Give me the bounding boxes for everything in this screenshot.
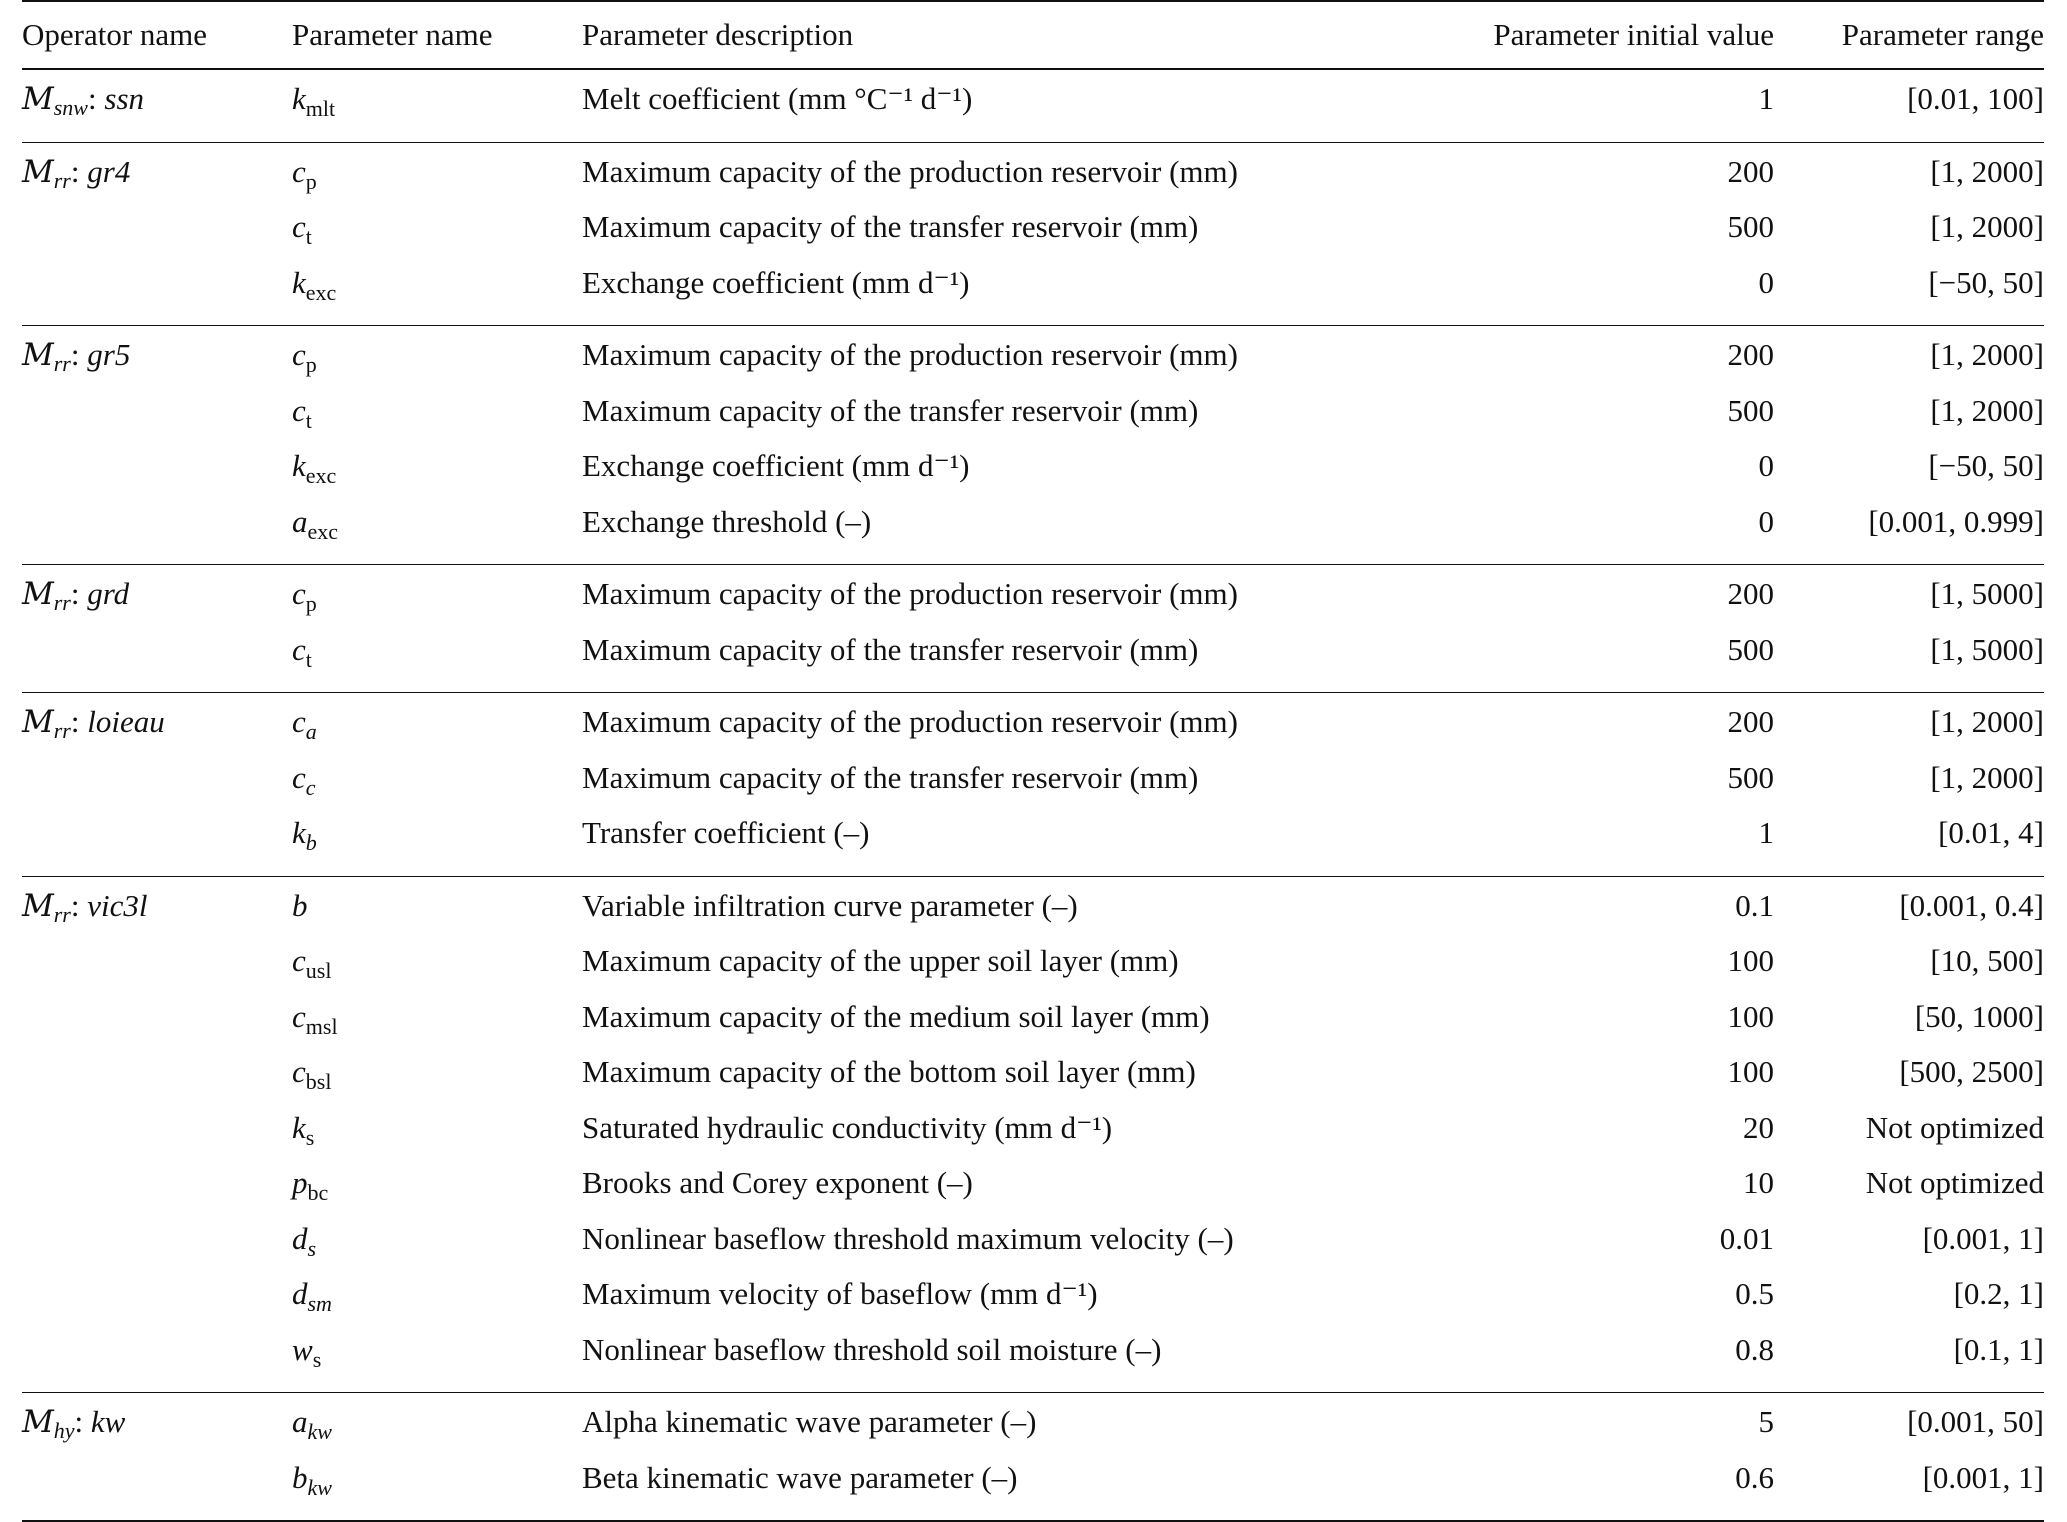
parameter-name-cell <box>292 876 582 938</box>
parameter-subscript: t <box>305 646 312 672</box>
operator-cell <box>22 1216 292 1272</box>
initial-value-cell: 0.5 <box>1735 1276 1774 1311</box>
table-row <box>22 1216 2044 1272</box>
table-row <box>22 938 2044 994</box>
table-row <box>22 260 2044 326</box>
parameter-symbol: b <box>292 887 308 923</box>
parameter-symbol: c <box>292 209 306 244</box>
parameter-subscript: sm <box>307 1291 332 1316</box>
table-row <box>22 499 2044 565</box>
operator-subscript: rr <box>53 590 71 615</box>
parameter-symbol: k <box>292 264 306 300</box>
parameter-range-cell: [1, 2000] <box>1930 392 2044 428</box>
operator-cell <box>22 142 292 204</box>
parameter-range-cell: [0.2, 1] <box>1953 1276 2044 1311</box>
operator-name: kw <box>90 1404 126 1439</box>
initial-value-cell: 100 <box>1727 1054 1774 1089</box>
operator-colon: : <box>70 576 88 611</box>
parameter-symbol: d <box>292 1276 308 1311</box>
operator-subscript: rr <box>53 901 71 927</box>
parameter-description-cell: Maximum capacity of the medium soil layer (mm) <box>582 998 1210 1034</box>
operator-cell <box>22 69 292 142</box>
table-row <box>22 994 2044 1050</box>
operator-cell <box>22 388 292 444</box>
operator-cell <box>22 1455 292 1522</box>
initial-value-cell: 0 <box>1758 448 1774 483</box>
operator-colon: : <box>70 337 88 372</box>
parameter-range-cell: [0.001, 0.4] <box>1774 876 2044 938</box>
parameter-range-cell: [0.001, 0.999] <box>1868 503 2044 539</box>
operator-cell <box>22 443 292 499</box>
operator-name: gr5 <box>87 337 131 372</box>
operator-cell <box>22 1271 292 1327</box>
operator-subscript: rr <box>53 167 71 193</box>
operator-symbol: M <box>22 153 54 190</box>
parameter-name-cell <box>292 1105 582 1161</box>
operator-cell <box>22 1160 292 1216</box>
parameter-description-cell: Exchange coefficient (mm d⁻¹) <box>582 448 970 483</box>
parameter-range-cell: [1, 2000] <box>1930 209 2044 244</box>
parameter-name-cell <box>292 260 582 326</box>
table-row <box>22 326 2044 388</box>
operator-cell <box>22 326 292 388</box>
parameter-subscript: t <box>305 224 312 249</box>
parameter-name-cell <box>292 443 582 499</box>
table-row <box>22 810 2044 876</box>
parameter-subscript: exc <box>305 279 337 305</box>
parameter-subscript: p <box>305 352 317 377</box>
parameter-name-cell <box>292 69 582 142</box>
parameter-range-cell: Not optimized <box>1865 1165 2044 1200</box>
parameter-name-cell <box>292 755 582 811</box>
parameter-range-cell: [1, 2000] <box>1774 326 2044 388</box>
parameter-range-cell: [0.001, 1] <box>1774 1455 2044 1522</box>
table-row <box>22 1271 2044 1327</box>
parameter-range-cell: [1, 5000] <box>1930 631 2044 667</box>
parameter-symbol: k <box>292 448 306 483</box>
initial-value-cell: 200 <box>1342 565 1774 627</box>
initial-value-cell: 200 <box>1342 326 1774 388</box>
operator-colon: : <box>70 704 88 739</box>
table-row <box>22 755 2044 811</box>
parameter-name-cell <box>292 693 582 755</box>
parameter-subscript: s <box>305 1124 315 1150</box>
operator-symbol: M <box>22 887 54 924</box>
operator-symbol: M <box>22 1404 54 1440</box>
parameter-range-cell: [0.001, 50] <box>1774 1393 2044 1455</box>
operator-cell <box>22 1393 292 1455</box>
operator-cell <box>22 1327 292 1393</box>
parameter-description-cell: Maximum capacity of the production reservoir (mm) <box>582 565 1342 627</box>
parameter-description-cell: Maximum capacity of the transfer reservoir (mm) <box>582 209 1199 244</box>
parameter-symbol: k <box>292 81 306 116</box>
header-row <box>22 1 2044 69</box>
parameter-description-cell: Transfer coefficient (–) <box>582 815 870 850</box>
parameter-subscript: bsl <box>305 1069 332 1094</box>
parameter-description-cell: Maximum capacity of the transfer reservoir (mm) <box>582 631 1199 667</box>
parameter-range-cell: [0.01, 100] <box>1907 81 2044 116</box>
operator-symbol: M <box>22 337 54 373</box>
header-parameter-description: Parameter description <box>582 1 1342 69</box>
parameter-description-cell: Nonlinear baseflow threshold maximum velocity (–) <box>582 1220 1234 1256</box>
parameter-subscript: exc <box>305 463 337 488</box>
table-row <box>22 142 2044 204</box>
table-row <box>22 627 2044 693</box>
parameter-symbol: c <box>292 153 306 189</box>
parameter-name-cell <box>292 627 582 693</box>
parameter-description-cell: Maximum capacity of the transfer reservoir (mm) <box>582 759 1199 795</box>
header-operator-name: Operator name <box>22 1 292 69</box>
table-row <box>22 1327 2044 1393</box>
parameter-subscript: s <box>312 1346 322 1372</box>
parameter-name-cell <box>292 565 582 627</box>
parameter-name-cell <box>292 1049 582 1105</box>
parameter-subscript: exc <box>307 518 339 544</box>
parameter-symbol: w <box>292 1331 313 1367</box>
initial-value-cell: 0.8 <box>1735 1331 1774 1367</box>
parameter-description-cell: Nonlinear baseflow threshold soil moisture (–) <box>582 1331 1162 1367</box>
operator-colon: : <box>88 81 105 116</box>
parameter-symbol: c <box>292 759 306 795</box>
parameter-range-cell: [1, 2000] <box>1930 759 2044 795</box>
operator-colon: : <box>70 153 88 189</box>
table-row <box>22 1049 2044 1105</box>
parameter-name-cell <box>292 1216 582 1272</box>
parameter-symbol: c <box>292 337 306 372</box>
parameter-symbol: c <box>292 392 306 428</box>
header-initial-value: Parameter initial value <box>1342 1 1774 69</box>
table-row <box>22 443 2044 499</box>
parameter-subscript: s <box>307 1235 317 1261</box>
parameter-name-cell <box>292 388 582 444</box>
parameter-subscript: p <box>305 168 317 194</box>
initial-value-cell: 200 <box>1342 693 1774 755</box>
parameter-name-cell <box>292 938 582 994</box>
operator-name: vic3l <box>87 887 148 923</box>
initial-value-cell: 0 <box>1758 503 1774 539</box>
parameter-subscript: p <box>305 591 317 616</box>
parameter-range-cell: [1, 2000] <box>1774 693 2044 755</box>
operator-symbol: M <box>22 576 54 612</box>
parameter-symbol: a <box>292 503 308 539</box>
parameter-subscript: bc <box>307 1180 329 1205</box>
parameter-name-cell <box>292 142 582 204</box>
parameter-description-cell: Alpha kinematic wave parameter (–) <box>582 1393 1342 1455</box>
parameter-name-cell <box>292 204 582 260</box>
initial-value-cell: 100 <box>1727 943 1774 978</box>
parameter-range-cell: Not optimized <box>1865 1109 2044 1145</box>
parameter-range-cell: [1, 5000] <box>1774 565 2044 627</box>
table-row <box>22 69 2044 142</box>
parameter-name-cell <box>292 810 582 876</box>
parameter-name-cell <box>292 1455 582 1522</box>
operator-cell <box>22 994 292 1050</box>
parameter-name-cell <box>292 499 582 565</box>
parameter-description-cell: Brooks and Corey exponent (–) <box>582 1165 973 1200</box>
parameter-symbol: c <box>292 943 306 978</box>
operator-cell <box>22 1049 292 1105</box>
operator-colon: : <box>70 887 88 923</box>
parameter-symbol: a <box>292 1404 308 1439</box>
parameter-symbol: p <box>292 1165 308 1200</box>
parameter-subscript: kw <box>307 1419 332 1444</box>
operator-name: ssn <box>104 81 145 116</box>
operator-cell <box>22 810 292 876</box>
table-row <box>22 388 2044 444</box>
parameter-name-cell <box>292 326 582 388</box>
table-row <box>22 1105 2044 1161</box>
parameter-range-cell: [500, 2500] <box>1899 1054 2044 1089</box>
operator-cell <box>22 938 292 994</box>
parameter-symbol: c <box>292 1054 306 1089</box>
operator-cell <box>22 755 292 811</box>
parameter-description-cell: Variable infiltration curve parameter (–) <box>582 876 1342 938</box>
table-row <box>22 876 2044 938</box>
operator-cell <box>22 565 292 627</box>
parameter-symbol: k <box>292 1109 306 1145</box>
parameter-table <box>22 0 2044 1522</box>
parameter-name-cell <box>292 994 582 1050</box>
parameter-description-cell: Maximum capacity of the upper soil layer (mm) <box>582 943 1179 978</box>
operator-cell <box>22 876 292 938</box>
parameter-name-cell <box>292 1160 582 1216</box>
parameter-subscript: mlt <box>305 96 336 121</box>
operator-subscript: hy <box>53 1418 75 1443</box>
parameter-description-cell: Maximum capacity of the bottom soil layer (mm) <box>582 1054 1196 1089</box>
parameter-symbol: d <box>292 1220 308 1256</box>
parameter-range-cell: [−50, 50] <box>1928 264 2044 300</box>
initial-value-cell: 500 <box>1727 209 1774 244</box>
parameter-description-cell: Maximum velocity of baseflow (mm d⁻¹) <box>582 1276 1098 1311</box>
parameter-range-cell: [0.01, 4] <box>1938 815 2044 850</box>
parameter-description-cell: Maximum capacity of the production reservoir (mm) <box>582 693 1342 755</box>
header-parameter-range: Parameter range <box>1774 1 2044 69</box>
initial-value-cell: 0.01 <box>1719 1220 1774 1256</box>
parameter-subscript: b <box>305 830 317 855</box>
operator-subscript: rr <box>53 718 71 743</box>
parameter-description-cell: Melt coefficient (mm °C⁻¹ d⁻¹) <box>582 81 973 116</box>
header-parameter-name: Parameter name <box>292 1 582 69</box>
operator-name: grd <box>87 576 130 611</box>
parameter-symbol: c <box>292 998 306 1034</box>
parameter-range-cell: [10, 500] <box>1930 943 2044 978</box>
initial-value-cell: 0.6 <box>1342 1455 1774 1522</box>
parameter-subscript: kw <box>307 1474 332 1500</box>
initial-value-cell: 1 <box>1758 815 1774 850</box>
parameter-name-cell <box>292 1393 582 1455</box>
parameter-name-cell <box>292 1271 582 1327</box>
operator-subscript: rr <box>53 351 71 376</box>
parameter-range-cell: [0.001, 1] <box>1922 1220 2044 1256</box>
parameter-symbol: c <box>292 704 306 739</box>
initial-value-cell: 200 <box>1342 142 1774 204</box>
parameter-description-cell: Exchange coefficient (mm d⁻¹) <box>582 264 970 300</box>
parameter-description-cell: Saturated hydraulic conductivity (mm d⁻¹) <box>582 1109 1113 1145</box>
operator-symbol: M <box>22 704 54 740</box>
operator-colon: : <box>74 1404 91 1439</box>
operator-cell <box>22 499 292 565</box>
operator-symbol: M <box>22 81 54 117</box>
parameter-subscript: msl <box>305 1013 338 1039</box>
operator-cell <box>22 693 292 755</box>
parameter-symbol: k <box>292 815 306 850</box>
initial-value-cell: 500 <box>1727 759 1774 795</box>
initial-value-cell: 500 <box>1727 631 1774 667</box>
operator-name: gr4 <box>87 153 131 189</box>
initial-value-cell: 5 <box>1342 1393 1774 1455</box>
parameter-symbol: c <box>292 631 306 667</box>
parameter-range-cell: [0.1, 1] <box>1953 1331 2044 1367</box>
initial-value-cell: 100 <box>1727 998 1774 1034</box>
table-body <box>22 69 2044 1521</box>
parameter-symbol: c <box>292 576 306 611</box>
initial-value-cell: 1 <box>1758 81 1774 116</box>
initial-value-cell: 10 <box>1743 1165 1774 1200</box>
parameter-table-container <box>22 0 2044 1522</box>
table-row <box>22 1455 2044 1522</box>
parameter-description-cell: Exchange threshold (–) <box>582 503 872 539</box>
initial-value-cell: 20 <box>1743 1109 1774 1145</box>
parameter-subscript: usl <box>305 958 332 983</box>
parameter-subscript: c <box>305 774 316 800</box>
parameter-description-cell: Beta kinematic wave parameter (–) <box>582 1455 1342 1522</box>
parameter-description-cell: Maximum capacity of the transfer reservoir (mm) <box>582 392 1199 428</box>
operator-cell <box>22 204 292 260</box>
operator-cell <box>22 1105 292 1161</box>
initial-value-cell: 500 <box>1727 392 1774 428</box>
table-row <box>22 565 2044 627</box>
parameter-range-cell: [50, 1000] <box>1914 998 2044 1034</box>
table-row <box>22 693 2044 755</box>
parameter-subscript: t <box>305 407 312 433</box>
parameter-subscript: a <box>305 719 317 744</box>
table-row <box>22 204 2044 260</box>
parameter-name-cell <box>292 1327 582 1393</box>
table-row <box>22 1393 2044 1455</box>
operator-subscript: snw <box>53 95 88 120</box>
table-row <box>22 1160 2044 1216</box>
parameter-range-cell: [1, 2000] <box>1774 142 2044 204</box>
parameter-description-cell: Maximum capacity of the production reservoir (mm) <box>582 142 1342 204</box>
operator-name: loieau <box>87 704 165 739</box>
parameter-range-cell: [−50, 50] <box>1928 448 2044 483</box>
parameter-symbol: b <box>292 1459 308 1495</box>
parameter-description-cell: Maximum capacity of the production reservoir (mm) <box>582 326 1342 388</box>
initial-value-cell: 0.1 <box>1342 876 1774 938</box>
operator-cell <box>22 627 292 693</box>
operator-cell <box>22 260 292 326</box>
initial-value-cell: 0 <box>1758 264 1774 300</box>
